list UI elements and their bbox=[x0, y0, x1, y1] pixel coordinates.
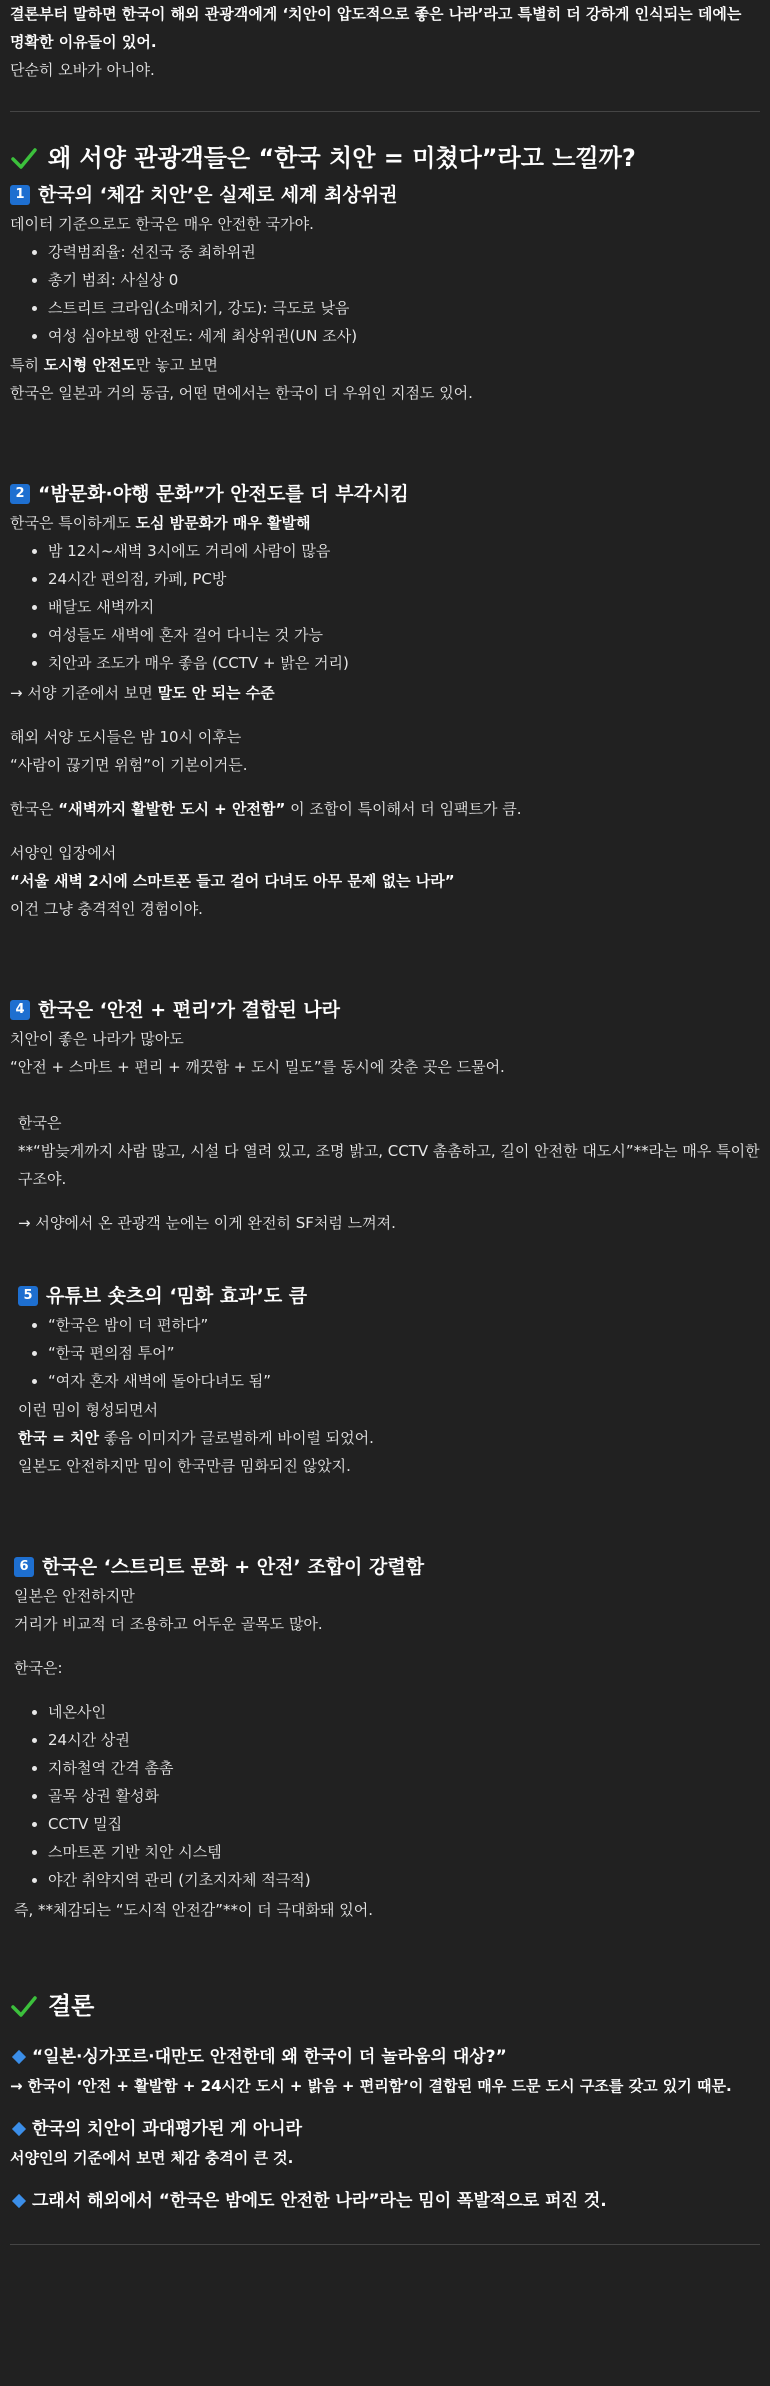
diamond-icon bbox=[12, 2122, 26, 2136]
check-icon bbox=[10, 1992, 38, 2020]
bold-text: “새벽까지 활발한 도시 + 안전함” bbox=[58, 800, 286, 818]
section-2-title: “밤문화·야행 문화”가 안전도를 더 부각시킴 bbox=[38, 483, 409, 505]
section-2-list bbox=[10, 537, 760, 677]
section-1-list bbox=[10, 238, 760, 350]
list-item: • 치안과 조도가 매우 좋음 (CCTV + 밝은 거리) bbox=[48, 649, 760, 677]
text: 이 조합이 특이해서 더 임팩트가 큼. bbox=[285, 800, 522, 818]
section-4-p2: “안전 + 스마트 + 편리 + 깨끗함 + 도시 밀도”를 동시에 갖춘 곳은 드물어. bbox=[10, 1058, 505, 1076]
divider bbox=[10, 2244, 760, 2245]
main-heading bbox=[10, 140, 760, 176]
conclusion-heading-text: 결론 bbox=[48, 1992, 95, 2020]
list-item: • 스마트폰 기반 치안 시스템 bbox=[48, 1838, 760, 1866]
list-item: • CCTV 밀집 bbox=[48, 1810, 760, 1838]
section-2 bbox=[10, 479, 760, 923]
text: 좋음 이미지가 글로벌하게 바이럴 되었어. bbox=[98, 1429, 374, 1447]
section-2-p1: 해외 서양 도시들은 밤 10시 이후는 bbox=[10, 728, 242, 746]
section-5-list bbox=[18, 1311, 760, 1395]
list-item: • “여자 혼자 새벽에 돌아다녀도 됨” bbox=[48, 1367, 760, 1395]
intro-line-2: 단순히 오바가 아니야. bbox=[10, 61, 155, 79]
list-item: • “한국은 밤이 더 편하다” bbox=[48, 1311, 760, 1339]
section-2-arrow bbox=[10, 679, 760, 707]
section-6-heading bbox=[14, 1552, 760, 1582]
section-2-lead bbox=[10, 509, 760, 537]
section-1-lead: 데이터 기준으로도 한국은 매우 안전한 국가야. bbox=[10, 215, 314, 233]
section-6-p3: 한국은: bbox=[14, 1659, 63, 1677]
section-1-p2: 한국은 일본과 거의 동급, 어떤 면에서는 한국이 더 우위인 지점도 있어. bbox=[10, 384, 473, 402]
list-item: • 여성들도 새벽에 혼자 걸어 다니는 것 가능 bbox=[48, 621, 760, 649]
section-6-list bbox=[14, 1698, 760, 1894]
list-item: • 야간 취약지역 관리 (기초지자체 적극적) bbox=[48, 1866, 760, 1894]
list-item: • 지하철역 간격 촘촘 bbox=[48, 1754, 760, 1782]
section-4-p3: 한국은 bbox=[18, 1114, 62, 1132]
number-box: 5 bbox=[18, 1286, 38, 1306]
section-5-title: 유튜브 숏츠의 ‘밈화 효과’도 큼 bbox=[46, 1285, 308, 1307]
list-item: • 총기 범죄: 사실상 0 bbox=[48, 266, 760, 294]
section-1-title: 한국의 ‘체감 치안’은 실제로 세계 최상위권 bbox=[38, 184, 398, 206]
section-5-p2 bbox=[18, 1424, 760, 1452]
diamond-icon bbox=[12, 2050, 26, 2064]
section-2-p5: “서울 새벽 2시에 스마트폰 들고 걸어 다녀도 아무 문제 없는 나라” bbox=[10, 872, 455, 890]
conclusion-point-1 bbox=[10, 2042, 760, 2072]
list-item: • 네온사인 bbox=[48, 1698, 760, 1726]
section-1 bbox=[10, 180, 760, 407]
text: 한국은 bbox=[10, 800, 59, 818]
section-5-p1: 이런 밈이 형성되면서 bbox=[18, 1401, 158, 1419]
conclusion bbox=[10, 1988, 760, 2216]
divider bbox=[10, 111, 760, 112]
number-box: 1 bbox=[10, 185, 30, 205]
intro-line-1: 결론부터 말하면 한국이 해외 관광객에게 ‘치안이 압도적으로 좋은 나라’라고 특별히 더 강하게 인식되는 데에는 명확한 이유들이 있어. bbox=[10, 5, 742, 51]
list-item: • 골목 상권 활성화 bbox=[48, 1782, 760, 1810]
diamond-icon bbox=[12, 2194, 26, 2208]
section-6-p2: 거리가 비교적 더 조용하고 어두운 골목도 많아. bbox=[14, 1615, 323, 1633]
text: 만 놓고 보면 bbox=[135, 356, 218, 374]
section-4-p1: 치안이 좋은 나라가 많아도 bbox=[10, 1030, 184, 1048]
section-2-p3 bbox=[10, 795, 760, 823]
section-5 bbox=[10, 1281, 760, 1480]
section-4-heading bbox=[10, 995, 760, 1025]
check-icon bbox=[10, 144, 38, 172]
number-box: 2 bbox=[10, 484, 30, 504]
intro bbox=[10, 0, 760, 84]
conclusion-point-3 bbox=[10, 2186, 760, 2216]
conclusion-point-2 bbox=[10, 2114, 760, 2144]
bold-text: 도시형 안전도 bbox=[43, 356, 136, 374]
section-1-heading bbox=[10, 180, 760, 210]
section-6-p1: 일본은 안전하지만 bbox=[14, 1587, 135, 1605]
section-1-p1 bbox=[10, 351, 760, 379]
conclusion-p1: → 한국이 ‘안전 + 활발함 + 24시간 도시 + 밝음 + 편리함’이 결합된 매우 드문 도시 구조를 갖고 있기 때문. bbox=[10, 2077, 732, 2095]
bold-text: 한국 = 치안 bbox=[18, 1429, 99, 1447]
section-6 bbox=[10, 1552, 760, 1924]
section-4-block bbox=[10, 1109, 760, 1237]
text: 한국은 특이하게도 bbox=[10, 514, 136, 532]
list-item: • 24시간 편의점, 카페, PC방 bbox=[48, 565, 760, 593]
section-2-heading bbox=[10, 479, 760, 509]
text: 특히 bbox=[10, 356, 44, 374]
section-5-p3: 일본도 안전하지만 밈이 한국만큼 밈화되진 않았지. bbox=[18, 1457, 351, 1475]
conclusion-p2: 서양인의 기준에서 보면 체감 충격이 큰 것. bbox=[10, 2149, 294, 2167]
list-item: • 스트리트 크라임(소매치기, 강도): 극도로 낮음 bbox=[48, 294, 760, 322]
conclusion-heading bbox=[10, 1988, 760, 2024]
number-box: 4 bbox=[10, 1000, 30, 1020]
section-4-title: 한국은 ‘안전 + 편리’가 결합된 나라 bbox=[38, 999, 341, 1021]
text: → 서양 기준에서 보면 bbox=[10, 684, 158, 702]
list-item: • 배달도 새벽까지 bbox=[48, 593, 760, 621]
list-item: • 24시간 상권 bbox=[48, 1726, 760, 1754]
section-4 bbox=[10, 995, 760, 1237]
section-6-title: 한국은 ‘스트리트 문화 + 안전’ 조합이 강렬함 bbox=[42, 1556, 425, 1578]
section-5-heading bbox=[18, 1281, 760, 1311]
section-2-p2: “사람이 끊기면 위험”이 기본이거든. bbox=[10, 756, 248, 774]
main-heading-text: 왜 서양 관광객들은 “한국 치안 = 미쳤다”라고 느낄까? bbox=[48, 144, 636, 172]
conclusion-point-2-text: 한국의 치안이 과대평가된 게 아니라 bbox=[32, 2119, 303, 2139]
section-4-p5: → 서양에서 온 관광객 눈에는 이게 완전히 SF처럼 느껴져. bbox=[18, 1214, 396, 1232]
number-box: 6 bbox=[14, 1557, 34, 1577]
list-item: • 밤 12시~새벽 3시에도 거리에 사람이 많음 bbox=[48, 537, 760, 565]
list-item: • “한국 편의점 투어” bbox=[48, 1339, 760, 1367]
bold-text: 말도 안 되는 수준 bbox=[157, 684, 275, 702]
section-2-p4: 서양인 입장에서 bbox=[10, 844, 117, 862]
section-6-p4: 즉, **체감되는 “도시적 안전감”**이 더 극대화돼 있어. bbox=[14, 1901, 373, 1919]
conclusion-point-3-text: 그래서 해외에서 “한국은 밤에도 안전한 나라”라는 밈이 폭발적으로 퍼진 것. bbox=[32, 2191, 607, 2211]
list-item: • 강력범죄율: 선진국 중 최하위권 bbox=[48, 238, 760, 266]
conclusion-point-1-text: “일본·싱가포르·대만도 안전한데 왜 한국이 더 놀라움의 대상?” bbox=[32, 2047, 507, 2067]
section-2-p6: 이건 그냥 충격적인 경험이야. bbox=[10, 900, 203, 918]
bold-text: 도심 밤문화가 매우 활발해 bbox=[135, 514, 311, 532]
list-item: • 여성 심야보행 안전도: 세계 최상위권(UN 조사) bbox=[48, 322, 760, 350]
section-4-p4: **“밤늦게까지 사람 많고, 시설 다 열려 있고, 조명 밝고, CCTV 촘촘하고, 길이 안전한 대도시”**라는 매우 특이한 구조야. bbox=[18, 1142, 760, 1188]
